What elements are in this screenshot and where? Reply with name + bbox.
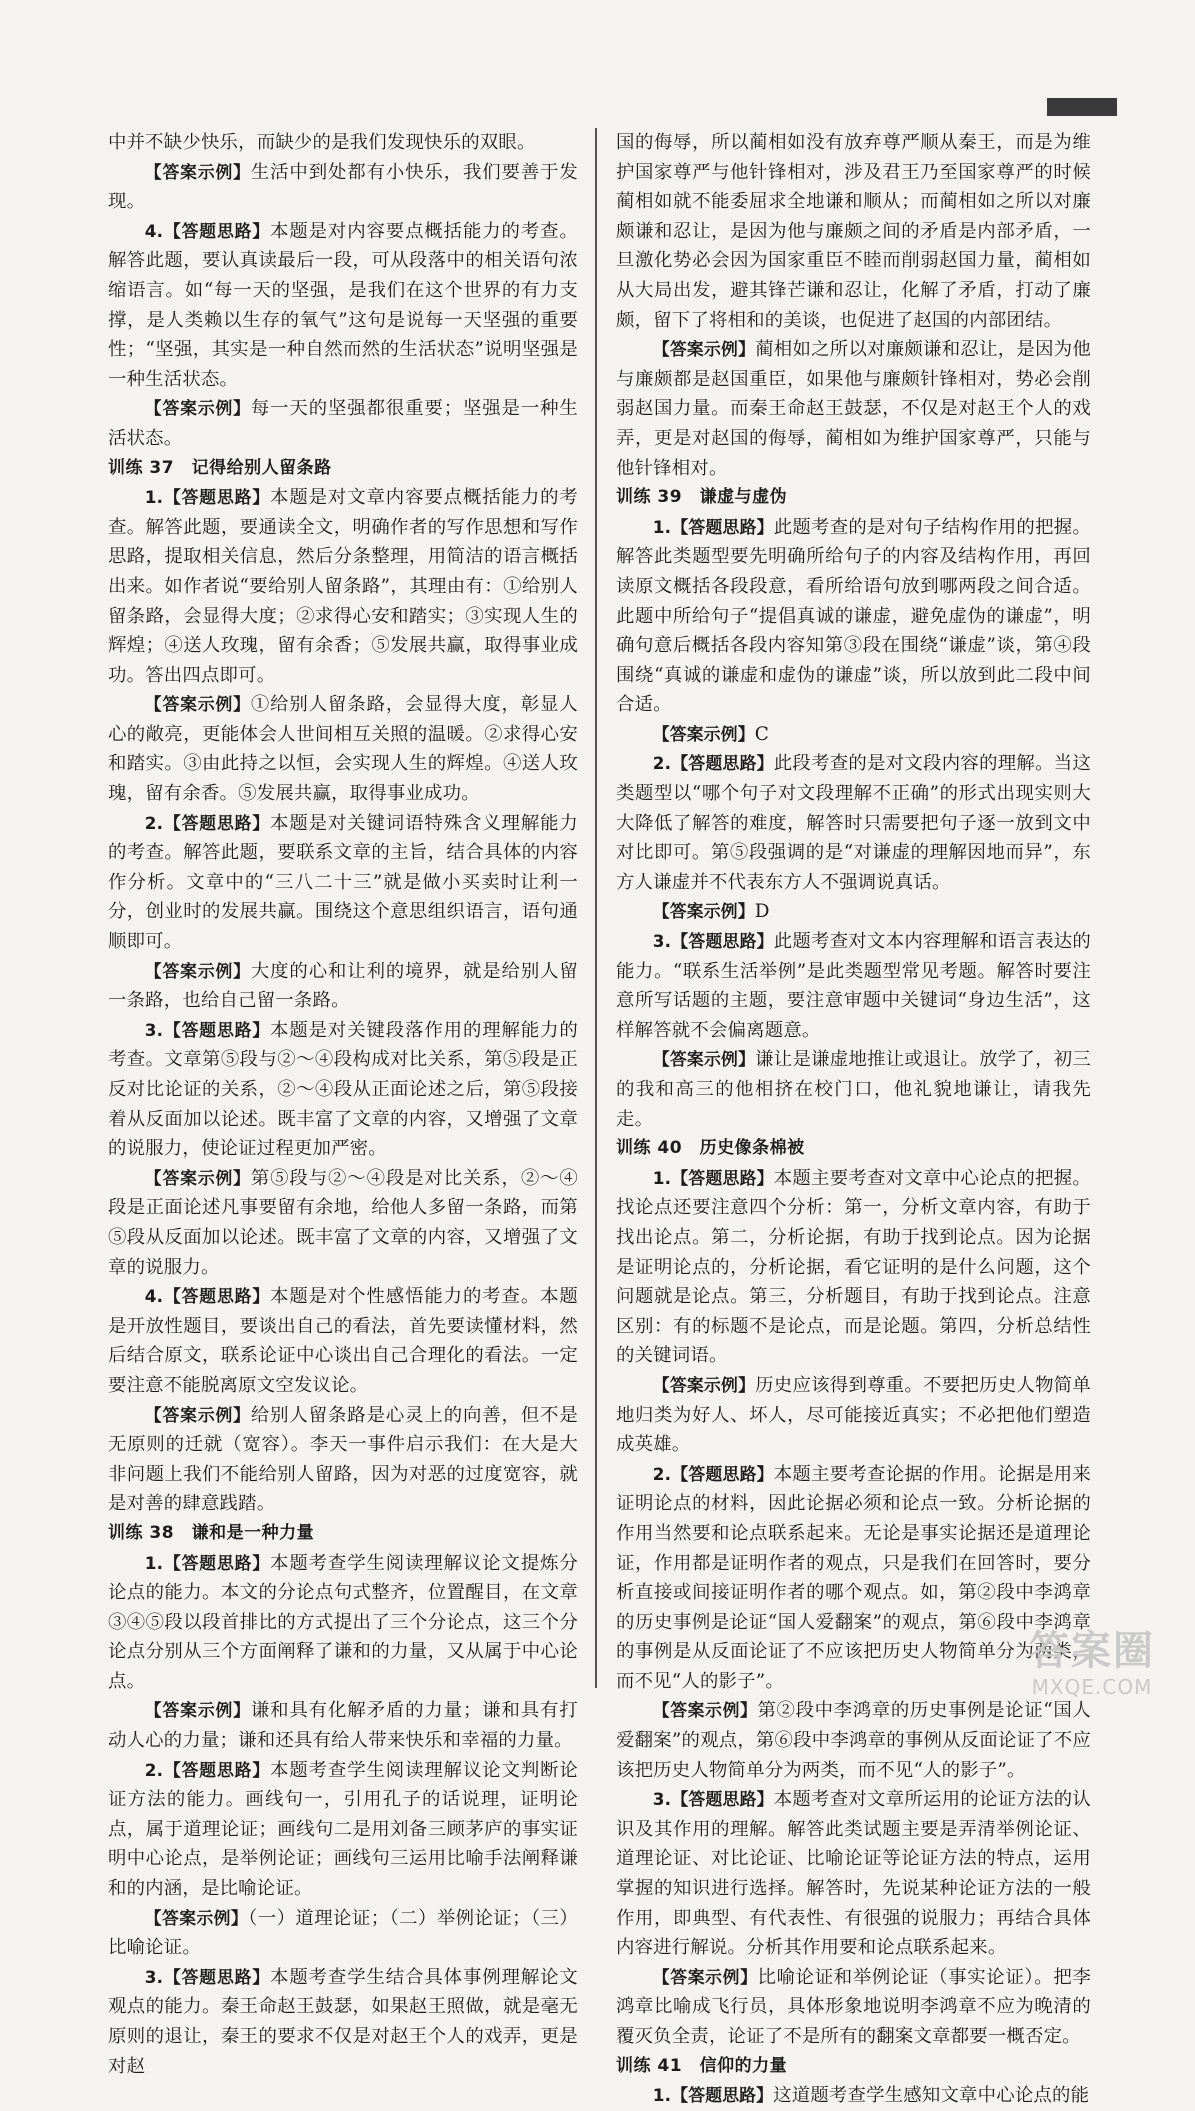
paragraph (108, 483, 578, 690)
section-heading: 训练 37 记得给别人留条路 (108, 457, 332, 478)
paragraph-text: 谦和具有化解矛盾的力量；谦和具有打动人心的力量；谦和还具有给人带来快乐和幸福的力量。 (108, 1700, 579, 1752)
answer-tag: 3.【答题思路】 (144, 1019, 271, 1040)
paragraph: 中并不缺少快乐，而缺少的是我们发现快乐的双眼。 (108, 132, 536, 153)
column-divider (595, 128, 597, 1688)
answer-tag: 【答案示例】 (652, 1700, 758, 1721)
answer-tag: 1.【答题思路】 (652, 1167, 774, 1188)
answer-tag: 【答案示例】 (652, 901, 755, 922)
paragraph (616, 2081, 1091, 2111)
answer-tag: 1.【答题思路】 (652, 516, 774, 537)
paragraph-text: 生活中到处都有小快乐，我们要善于发现。 (108, 161, 579, 213)
paragraph-text: 本题主要考查对文章中心论点的把握。找论点还要注意四个分析：第一，分析文章内容，有助于找出论点。第二，分析论据，有助于找到论点。因为论据是证明论点的，分析论据，看它证明的是什么问题，这个问题就是论点。第三，分析题目，有助于找到论点。注意区别：有的标题不是论点，而是论题。第四，分析总结性的关键词语。 (616, 1167, 1092, 1367)
paragraph (616, 1371, 1091, 1460)
paragraph (108, 394, 578, 453)
answer-tag: 【答案示例】 (652, 723, 755, 744)
answer-tag: 【答案示例】 (652, 1049, 756, 1070)
answer-tag: 3.【答题思路】 (652, 1789, 774, 1810)
paragraph (108, 690, 578, 808)
paragraph (108, 217, 578, 395)
paragraph-text: 本题考查学生阅读理解议论文提炼分论点的能力。本文的分论点句式整齐，位置醒目，在文章③④⑤段以段首排比的方式提出了三个分论点，这三个分论点分别从三个方面阐释了谦和的力量，又从属于中心论点。 (108, 1552, 579, 1692)
answer-tag: 【答案示例】 (144, 694, 251, 715)
right-column (616, 128, 1091, 2111)
answer-tag: 4.【答题思路】 (144, 1286, 271, 1307)
answer-tag: 【答案示例】 (144, 161, 251, 182)
answer-tag: 2.【答题思路】 (144, 812, 271, 833)
paragraph (616, 1963, 1091, 2052)
answer-tag: 【答案示例】 (652, 1374, 756, 1395)
paragraph (108, 1282, 578, 1400)
answer-tag: 【答案示例】 (144, 1404, 251, 1425)
paragraph (616, 335, 1091, 483)
paragraph-text: 蔺相如之所以对廉颇谦和忍让，是因为他与廉颇都是赵国重臣，如果他与廉颇针锋相对，势必会削弱赵国力量。而秦王命赵王鼓瑟，不仅是对赵王个人的戏弄，更是对赵国的侮辱，蔺相如为维护国家尊严，只能与他针锋相对。 (616, 339, 1091, 479)
answer-tag: 1.【答题思路】 (144, 1552, 271, 1573)
paragraph-text: 每一天的坚强都很重要；坚强是一种生活状态。 (108, 398, 579, 449)
paragraph-text: 本题主要考查论据的作用。论据是用来证明论点的材料，因此论据必须和论点一致。分析论据的作用当然要和论点联系起来。无论是事实论据还是道理论证，作用都是证明作者的观点，只是我们在回答时，要分析直接或间接证明作者的哪个观点。如，第②段中李鸿章的历史事例是论证“国人爱翻案”的观点，第⑥段中李鸿章的事例是从反面论证了不应该把历史人物简单分为两类，而不见“人的影子”。 (616, 1463, 1092, 1692)
paragraph-text: 本题是对个性感悟能力的考查。本题是开放性题目，要谈出自己的看法，首先要读懂材料，然后结合原文，联系论证中心谈出自己合理化的看法。一定要注意不能脱离原文空发议论。 (108, 1286, 579, 1396)
paragraph-text: 谦让是谦虚地推让或退让。放学了，初三的我和高三的他相挤在校门口，他礼貌地谦让，请我先走。 (616, 1049, 1091, 1130)
paragraph-text: 历史应该得到尊重。不要把历史人物简单地归类为好人、坏人，尽可能接近真实；不必把他们塑造成英雄。 (616, 1374, 1091, 1456)
paragraph (108, 809, 578, 957)
paragraph-text: 此题考查对文本内容理解和语言表达的能力。“联系生活举例”是此类题型常见考题。解答时要注意所写话题的主题，要注意审题中关键词“身边生活”，这样解答就不会偏离题意。 (616, 931, 1092, 1041)
paragraph-text: C (754, 723, 769, 745)
paragraph (108, 1401, 578, 1519)
answer-tag: 【答案示例】 (144, 1907, 249, 1928)
paragraph-text: 大度的心和让利的境界，就是给别人留一条路，也给自己留一条路。 (108, 960, 579, 1012)
paragraph-text: 此段考查的是对文段内容的理解。当这类题型以“哪个句子对文段理解不正确”的形式出现实则大大降低了解答的难度，解答时只需要把句子逐一放到文中对比即可。第⑤段强调的是“对谦虚的理解因地而异”，东方人谦虚并不代表东方人不强调说真话。 (616, 753, 1092, 893)
paragraph (108, 1549, 578, 1697)
answer-tag: 1.【答题思路】 (652, 2085, 774, 2106)
paragraph-text: 本题考查学生阅读理解议论文判断论证方法的能力。画线句一，引用孔子的话说理，证明论点，属于道理论证；画线句二是用刘备三顾茅庐的事实证明中心论点，是举例论证；画线句三运用比喻手法阐释谦和的内涵，是比喻论证。 (108, 1759, 579, 1900)
answer-tag: 【答案示例】 (144, 398, 251, 419)
paragraph-text: 本题考查对文章所运用的论证方法的认识及其作用的理解。解答此类试题主要是弄清举例论证、道理论证、对比论证、比喻论证等论证方法的特点，运用掌握的知识进行选择。解答时，先说某种论证方法的一般作用，即典型、有代表性、有很强的说服力；再结合具体内容进行解说。分析其作用要和论点联系起来。 (616, 1789, 1092, 1959)
answer-tag: 2.【答题思路】 (652, 753, 774, 774)
answer-tag: 【答案示例】 (144, 1167, 251, 1188)
paragraph (616, 1045, 1091, 1134)
paragraph (108, 1963, 578, 2081)
answer-tag: 2.【答题思路】 (652, 1463, 774, 1484)
paragraph (108, 1756, 578, 1904)
left-column (108, 128, 578, 2081)
paragraph-text: 给别人留条路是心灵上的向善，但不是无原则的迁就（宽容）。李天一事件启示我们：在大是大非问题上我们不能给别人留路，因为对恶的过度宽容，就是对善的肆意践踏。 (108, 1404, 579, 1515)
answer-tag: 【答案示例】 (652, 339, 756, 360)
paragraph-text: 本题考查学生结合具体事例理解论文观点的能力。秦王命赵王鼓瑟，如果赵王照做，就是毫无原则的退让，秦王的要求不仅是对赵王个人的戏弄，更是对赵 (108, 1966, 579, 2077)
paragraph (108, 158, 578, 217)
paragraph-text: 这道题考查学生感知文章中心论点的能 (773, 2085, 1090, 2107)
paragraph-text: 本题是对关键词语特殊含义理解能力的考查。解答此题，要联系文章的主旨，结合具体的内容作分析。文章中的“三八二十三”就是做小买卖时让利一分，创业时的发展共赢。围绕这个意思组织语言，语句通顺即可。 (108, 812, 579, 953)
paragraph (108, 1016, 578, 1164)
paragraph (616, 1164, 1091, 1371)
watermark-text: 答案圈 (1029, 1628, 1155, 1674)
paragraph-text: 本题是对关键段落作用的理解能力的考查。文章第⑤段与②～④段构成对比关系，第⑤段是正反对比论证的关系，②～④段从正面论述之后，第⑤段接着从反面加以论述。既丰富了文章的内容，又增强了文章的说服力，使论证过程更加严密。 (108, 1019, 579, 1160)
paragraph (616, 1785, 1091, 1963)
paragraph-text: 本题是对文章内容要点概括能力的考查。解答此题，要通读全文，明确作者的写作思想和写作思路，提取相关信息，然后分条整理，用简洁的语言概括出来。如作者说“要给别人留条路”，其理由有：①给别人留条路，会显得大度；②求得心安和踏实；③实现人生的辉煌；④送人玫瑰，留有余香；⑤发展共赢，取得事业成功。答出四点即可。 (108, 487, 579, 686)
paragraph: 国的侮辱，所以蔺相如没有放弃尊严顺从秦王，而是为维护国家尊严与他针锋相对，涉及君王乃至国家尊严的时候蔺相如就不能委屈求全地谦和顺从；而蔺相如之所以对廉颇谦和忍让，是因为他与廉颇之间的矛盾是内部矛盾，一旦激化势必会因为国家重臣不睦而削弱赵国力量，蔺相如从大局出发，避其锋芒谦和忍让，化解了矛盾，打动了廉颇，留下了将相和的美谈，也促进了赵国的内部团结。 (616, 132, 1091, 331)
answer-tag: 【答案示例】 (144, 1700, 251, 1721)
paragraph (616, 749, 1091, 897)
section-heading: 训练 39 谦虚与虚伪 (616, 487, 788, 508)
paragraph-text: D (754, 901, 770, 923)
paragraph-text: 本题是对内容要点概括能力的考查。解答此题，要认真读最后一段，可从段落中的相关语句浓缩语言。如“每一天的坚强，是我们在这个世界的有力支撑，是人类赖以生存的氧气”这句是说每一天坚强的重要性；“坚强，其实是一种自然而然的生活状态”说明坚强是一种生活状态。 (108, 220, 579, 390)
paragraph (616, 720, 1091, 750)
paragraph (108, 1696, 578, 1755)
paragraph-text: 第②段中李鸿章的历史事例是论证“国人爱翻案”的观点，第⑥段中李鸿章的事例从反面论证了不应该把历史人物简单分为两类，而不见“人的影子”。 (616, 1700, 1091, 1781)
paragraph (616, 927, 1091, 1045)
paragraph (616, 897, 1091, 927)
answer-tag: 4.【答题思路】 (144, 220, 271, 241)
paragraph (108, 1904, 578, 1963)
answer-tag: 3.【答题思路】 (144, 1966, 271, 1987)
answer-tag: 3.【答题思路】 (652, 931, 774, 952)
watermark-url: MXQE.COM (1031, 1675, 1153, 1699)
paragraph-text: 第⑤段与②～④段是对比关系，②～④段是正面论述凡事要留有余地，给他人多留一条路，而第⑤段从反面加以论述。既丰富了文章的内容，又增强了文章的说服力。 (108, 1167, 579, 1278)
paragraph (616, 513, 1091, 720)
paragraph-text: 此题考查的是对句子结构作用的把握。解答此类题型要先明确所给句子的内容及结构作用，再回读原文概括各段段意，看所给语句放到哪两段之间合适。此题中所给句子“提倡真诚的谦虚，避免虚伪的谦虚”，明确句意后概括各段内容知第③段在围绕“谦虚”谈，第④段围绕“真诚的谦虚和虚伪的谦虚”谈，所以放到此二段中间合适。 (616, 516, 1092, 716)
section-heading: 训练 40 历史像条棉被 (616, 1138, 805, 1159)
section-heading: 训练 41 信仰的力量 (616, 2055, 788, 2076)
paragraph-text: 比喻论证和举例论证（事实论证）。把李鸿章比喻成飞行员，具体形象地说明李鸿章不应为晚清的覆灭负全责，论证了不是所有的翻案文章都要一概否定。 (616, 1966, 1092, 2047)
paragraph-text: ①给别人留条路，会显得大度，彰显人心的敞亮，更能体会人世间相互关照的温暖。②求得心安和踏实。③由此持之以恒，会实现人生的辉煌。④送人玫瑰，留有余香。⑤发展共赢，取得事业成功。 (108, 694, 579, 805)
page-corner-tag (1047, 98, 1117, 116)
paragraph-text: （一）道理论证；（二）举例论证；（三）比喻论证。 (108, 1907, 578, 1959)
paragraph (108, 957, 578, 1016)
answer-tag: 【答案示例】 (652, 1966, 758, 1987)
section-heading: 训练 38 谦和是一种力量 (108, 1522, 315, 1543)
watermark-logo (1017, 1627, 1167, 1711)
answer-tag: 2.【答题思路】 (144, 1759, 271, 1780)
answer-tag: 【答案示例】 (144, 960, 251, 981)
paragraph (108, 1164, 578, 1282)
answer-tag: 1.【答题思路】 (144, 487, 271, 508)
